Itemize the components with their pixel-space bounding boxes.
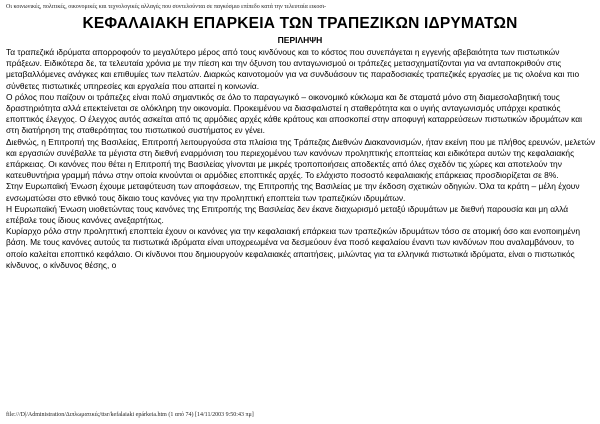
paragraph: Διεθνώς, η Επιτροπή της Βασιλείας, Επιτροπή λειτουργούσα στα πλαίσια της Τράπεζας Διεθνών Διακανονισμών, ήταν εκείνη που με πλήθος ερευνών, μελετών και εργασιών συνέβαλλε τα μέγιστα στη διεθνή εναρμόνιση του περιεχομένου των κανόνων προληπτικής εποπτείας και ειδικότερα αυτών της κεφαλαιακής επάρκειας. Οι κανόνες που θέτει η Επιτροπή της Βασιλείας γίνονται με μικρές τροποποιήσεις αποδεκτές από όλες σχεδόν τις χώρες και αποτελούν την κατευθυντήρια γραμμή πάνω στην οποία κινούνται οι αρμόδιες εποπτικές αρχές. Το ελάχιστο ποσοστό κεφαλαιακής επάρκειας προσδιορίζεται σε 8%. <box>6 136 596 181</box>
document-subtitle: ΠΕΡΙΛΗΨΗ <box>277 35 323 45</box>
paragraph: Κυρίαρχο ρόλο στην προληπτική εποπτεία έχουν οι κανόνες για την κεφαλαιακή επάρκεια των τραπεζικών ιδρυμάτων τόσο σε ατομική όσο και ενοποιημένη βάση. Με τους κανόνες αυτούς τα πιστωτικά ιδρύματα είναι υποχρεωμένα να δεσμεύουν ένα ποσό κεφαλαίου έναντι των κινδύνων που αναλαμβάνουν, το οποίο καλείται εποπτικό κεφάλαιο. Οι κίνδυνοι που δημιουργούν κεφαλαιακές απαιτήσεις, μιλώντας για τα ελληνικά πιστωτικά ιδρύματα, είναι ο πιστωτικός κίνδυνος, ο κίνδυνος θέσης, ο <box>6 226 580 270</box>
paragraph: Η Ευρωπαϊκή Ένωση υιοθετώντας τους κανόνες της Επιτροπής της Βασιλείας δεν έκανε διαχωρισμό μεταξύ ιδρυμάτων με διεθνή παρουσία και μη αλλά επέβαλε τους ίδιους κανόνες ανεξαρτήτως. <box>6 203 569 226</box>
paragraph: Ο ρόλος που παίζουν οι τράπεζες είναι πολύ σημαντικός σε όλο το παραγωγικό – οικονομικό κύκλωμα και δε σταματά μόνο στη διαμεσολαβητική τους δραστηριότητα αλλά επεκτείνεται σε ολόκληρη την οικονομία. Προκειμένου να διασφαλιστεί η σταθερότητα και ο υγιής ανταγωνισμός υπάρχει κρατικός εποπτικός έλεγχος. Ο έλεγχος αυτός ασκείται από τις αρμόδιες αρχές κάθε κράτους και αποσκοπεί στην αποφυγή καταρρεύσεων πιστωτικών ιδρυμάτων και στη διατήρηση της σταθερότητας του πιστωτικού συστήματος εν γένει. <box>6 91 582 136</box>
page-footer: file:///D|/Administration/Διπλωματικές/ttsr/kefalaiaki epárkeia.htm (1 από 74) [14/11/2003 9:50:43 πμ] <box>6 412 254 418</box>
document-title: ΚΕΦΑΛΑΙΑΚΗ ΕΠΑΡΚΕΙΑ ΤΩΝ ΤΡΑΠΕΖΙΚΩΝ ΙΔΡΥΜΑΤΩΝ <box>82 15 518 32</box>
paragraph: Τα τραπεζικά ιδρύματα απορροφούν το μεγαλύτερο μέρος από τους κινδύνους και το κόστος που συνεπάγεται η εγγενής αβεβαιότητα των πιστωτικών πράξεων. Ειδικότερα δε, τα τελευταία χρόνια με την πίεση και την όξυνση του ανταγωνισμού οι τράπεζες μετασχηματίζονται για να ανταποκριθούν στις μεταβαλλόμενες ανάγκες και επιθυμίες των πελατών. Διαρκώς καινοτομούν για να συνδυάσουν τις παραδοσιακές τραπεζικές εργασίες με τις ολοένα και πιο σύνθετες πιστωτικές υπηρεσίες και εργαλεία που απαιτεί η κοινωνία. <box>6 47 580 91</box>
running-header: Οι κοινωνικές, πολιτικές, οικονομικές και τεχνολογικές αλλαγές που συντελούνται σε παγκόσμιο επίπεδο κατά την τελευταία εικοσι- <box>6 4 327 10</box>
paragraph: Στην Ευρωπαϊκή Ένωση έχουμε μεταφύτευση των αποφάσεων, της Επιτροπής της Βασιλείας με την έκδοση σχετικών οδηγιών. Όλα τα κράτη – μέλη έχουν ενσωματώσει στο εθνικό τους δίκαιο τους κανόνες για την προληπτική εποπτεία των τραπεζικών ιδρυμάτων. <box>6 181 580 203</box>
document-body <box>6 47 596 271</box>
